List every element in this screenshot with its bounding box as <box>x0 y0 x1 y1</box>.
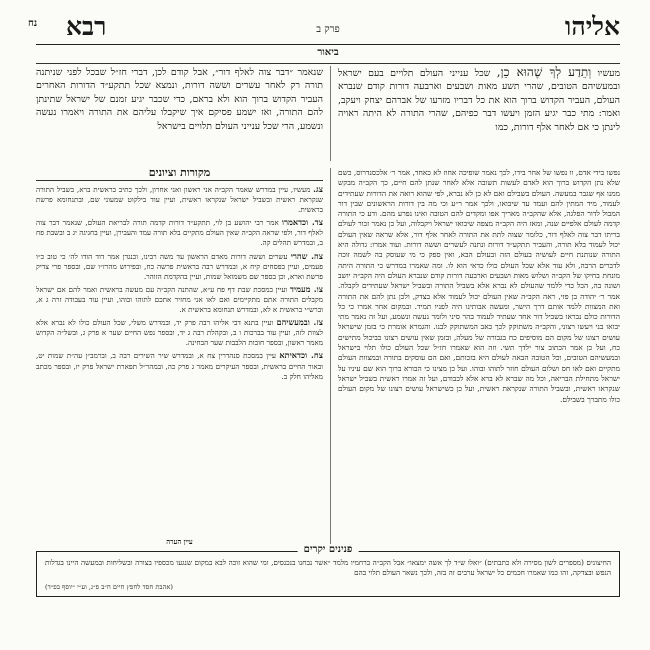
source-entry <box>36 251 323 282</box>
main-text-lead: מעשיו <box>597 68 620 79</box>
section-title: רבא <box>66 12 107 41</box>
main-text-left-column <box>36 66 323 133</box>
commentary-label: ביאור <box>311 47 344 58</box>
column-divider <box>330 66 331 161</box>
commentary-banner <box>36 49 620 64</box>
page-number: נח <box>28 18 38 29</box>
book-title: אליהו <box>564 12 620 41</box>
peninim-text: החיצונים (מספרים לשון מסירה ולא כתבתים) ״ואלו ש״ד לך אשה ימצאו״ אבל הקב״ה ברחמיו מלמד ״אשר נבחנו בנכנסים, ומי שהוא זוכה לבא במקום שנגעו מכספיו בצורה ובשליחות ובמעשה היינו בגדלות הנפש ובצדקה, זהו כמו שאמרו חכמים כל ישראל ערבים זה בזה, ולכך נשאר העולם תלוי בהם <box>45 558 611 577</box>
running-header <box>28 12 620 42</box>
source-entry <box>36 317 323 348</box>
lower-column-divider <box>330 168 331 544</box>
source-text: ועיין במסכת שבת דף פח ע״א, שהתנה הקב״ה עם מעשה בראשית ואמר להם אם ישראל מקבלים התורה אתם מתקיימים ואם לאו אני מחזיר אתכם לתוהו ובוהו, ועיין עוד בעבודה זרה ג א, וברש״י בראשית א לא, ובמדרש תנחומא בראשית א. <box>36 284 323 315</box>
source-heading: צח. וכדאיתא <box>279 350 323 361</box>
main-text-right-column <box>338 66 620 134</box>
peninim-title: פנינים יקרים <box>298 544 359 555</box>
source-text: עשרים וששה דורות מאדם הראשון עד משה רבינו, וכנגדן אמר דוד הודו לה׳ כי טוב כ״ו פעמים, ועיין בפסחים קיח א, ובמדרש רבה בראשית פרשה כח, ובפירוש מהרז״ו שם, ובספר פרי צדיק פרשת וארא, וכן בספר שם משמואל שמות, ועיין בהקדמת הזוהר. <box>36 251 323 281</box>
source-text: עיין במסכת סנהדרין צח א, ובמדרש שיר השירים רבה ב, וברמב״ן עה״ת שמות יט, ובאור החיים בראשית, ובספר העיקרים מאמר ג פרק כה, ובמהר״ל תפארת ישראל פרק יז, ובספר מכתב מאליהו חלק ב. <box>36 351 323 381</box>
commentary-column <box>338 168 620 546</box>
source-text: אמר רבי יהושע בן לוי, תתקע״ד דורות קדמה תורה לבריאת העולם, שנאמר דבר צוה לאלף דור, ולפי שראה הקב״ה שאין העולם מתקיים בלא תורה עמד והעבירן, ועיין בחגיגה יג ב ובשבת פח ב, ובמדרש תהלים קה. <box>36 218 323 248</box>
bottom-note-label: עיין הערה <box>166 538 193 546</box>
source-entry <box>36 350 323 381</box>
source-entry <box>36 284 323 315</box>
source-heading: צג. <box>313 184 323 194</box>
main-text-highlight: וְתֵדַע לְךָ שֶׁהוּא כֵן, <box>496 65 592 79</box>
commentary-text: נפשו בידי אדם, וו נפשו של אחר בידו, לכך נאמר שופיכה אחוז לא כאחד, אמר ר׳ אלכסנדרוס, כשם שלא נתן הקדוש ברוך הוא לאדם לעשות תשובה אלא לאחר שנתן להם חיים, כך הקב״ה מבקש ממנו אף שגבר במעשה. העולם בשבילם ואם לא כן לא נברא, לפי שהוא רואה את הדורות שעתידים לעמוד, מיד המתין להם ועמד עד שיבואו, ולכך אמר ר״ע וכי מה בין דורות הראשונים שבין דור המבול לדור הפלגה, אלא שהקב״ה מאריך אפו ומקדים להם הטובה ואינו נפרע מהם. ודע כי התורה קדמה לעולם אלפיים שנה, ומאז היה הקב״ה מצפה שיבואו ישראל ויקבלוה, ועל כן נאמר זכור לעולם בריתו דבר צוה לאלף דור, כלומר שצוה לתת את התורה לאחר אלף דור, אלא שראה שאין העולם יכול לעמוד בלא תורה, והעביר תתקע״ד דורות ונתנה לעשרים וששה דורות. ועוד אמרו: גדולה היא התורה שנותנת חיים לעושיה בעולם הזה ובעולם הבא, ואין ספק כי מי שעוסק בה לשמה זוכה לדברים הרבה, ולא עוד אלא שכל העולם כולו כדאי הוא לו. ומה שאמרו במדרש כי התורה היתה מונחת בחיקו של הקב״ה ושלוש מאות ושבעים וארבעה דורות קודם שנברא העולם היה הקב״ה יושב ושונה בה, הכל כדי ללמד שהעולם לא נברא אלא בשביל התורה ובשביל ישראל שעתידים לקבלה. אמר ר׳ יהודה בן פזי, ראה הקב״ה שאין העולם יכול לעמוד אלא בצדק, ולכן נתן להם את התורה ואת המצוות ללמד אותם דרך הישר, ומעשה אבותינו היה לפניו תמיד. ובמקום אחר אמרו כי כל הדורות כולם נבראו בשביל דור אחד שעתיד לעמוד בהר סיני ולומר נעשה ונשמע, ועל זה נאמר מתי יבואו בני ויעשו רצוני, והקב״ה משתוקק לכך כאב המשתוקק לבנו. והגמרא אומרת כי בזמן שישראל עושים רצונו של מקום הם מוסיפים כח בגבורה של מעלה, ובזמן שאין עושים רצונו כביכול מתישים כח, ועל כן אמר הכתוב צור ילדך תשי. וזה הוא שאמרו חז״ל שכל העולם כולו תלוי בישראל ובמעשיהם הטובים, וכל הטובה הבאה לעולם היא בזכותם, ואם הם עוסקים בתורה ובמצוות העולם מתקיים ואם לאו חס ושלום העולם חוזר לתוהו ובוהו. ועל כן מצינו כי הבורא ברוך הוא שם עיניו על ישראל מתחילת הבריאה, וכל מה שברא לא ברא אלא לכבודם, ועל זה אמרו ראשית בשביל ישראל שנקראו ראשית, ובשביל התורה שנקראת ראשית, ועל כן כשישראל עושים רצונו של מקום העולם כולו מתברך בשבילם. <box>338 168 620 404</box>
source-text: ועיין בתנא דבי אליהו רבה פרק יד, ובמדרש משלי, שכל העולם כולו לא נברא אלא לצוות לזה, ועיין עוד בברכות ו ב, ובקהלת רבה ג יד, ובספר נפש החיים שער א פרק ג, ובשל״ה הקדוש מאמר ראשון, ובספר חובות הלבבות שער הבחינה. <box>36 318 323 348</box>
peninim-source: (אהבת חסד לחפץ חיים ח״ב פ״ג, וע״י ״יוסף בפ״ד) <box>45 583 173 591</box>
main-text-body: שכל ענייני העולם תלויים בעם ישראל ובמעשיהם הטובים, שהרי תשע מאות ושבעים וארבעה דורות קודם שנברא העולם, העביר הקדוש ברוך הוא את כל דבריו מזרעו של אברהם יצחק ויעקב, ואמר: מתי כבר יגיע הזמן ויעשו דבר כפיהם, שהרי התורה לא היתה ראויה לינתן כי אם לאחר אלף דורות, כמו <box>338 68 620 133</box>
sources-header <box>36 166 323 180</box>
source-entry <box>36 184 323 215</box>
peninim-box <box>36 544 620 597</box>
source-heading: צד. וכדאמרו <box>281 217 323 228</box>
source-heading: צז. ובמעשיהם <box>276 317 323 328</box>
source-entry <box>36 217 323 248</box>
source-heading: צו. מעמיד <box>290 283 323 294</box>
sources-rule <box>36 180 323 181</box>
header-rule <box>36 44 620 45</box>
main-text-continuation: שנאמר ״דבר צוה לאלף דור״, אבל קודם לכן, דברי חז״ל שבכל לפני שניתנה תורה רק לאחר עשרים וששה דורות, ונמצא שכל תתקע״ד הדורות האחרים העביר הקדוש ברוך הוא ולא בראם, כדי שכבר יגיע זמנם של ישראל שתינתן להם התורה, ואז ישמע פסיקם איך שיקבלו עליהם את התורה ויאמרו נעשה ונשמע, הרי שכל ענייני העולם תלויים בישראל <box>36 67 323 132</box>
sources-column <box>36 184 323 546</box>
source-text: מעשיו, עיין במדרש שאמר הקב״ה אני ראשון ואני אחרון, ולכך כתיב בראשית ברא, בשביל התורה שנקראת ראשית ובשביל ישראל שנקראו ראשית, ועיין עוד בילקוט שמעוני שם, ובתנחומא פרשת בראשית. <box>36 185 323 215</box>
sources-title: מקורות וציונים <box>148 166 211 179</box>
chapter-label: פרק ב <box>316 24 340 35</box>
source-heading: צה. שהרי <box>290 250 323 261</box>
